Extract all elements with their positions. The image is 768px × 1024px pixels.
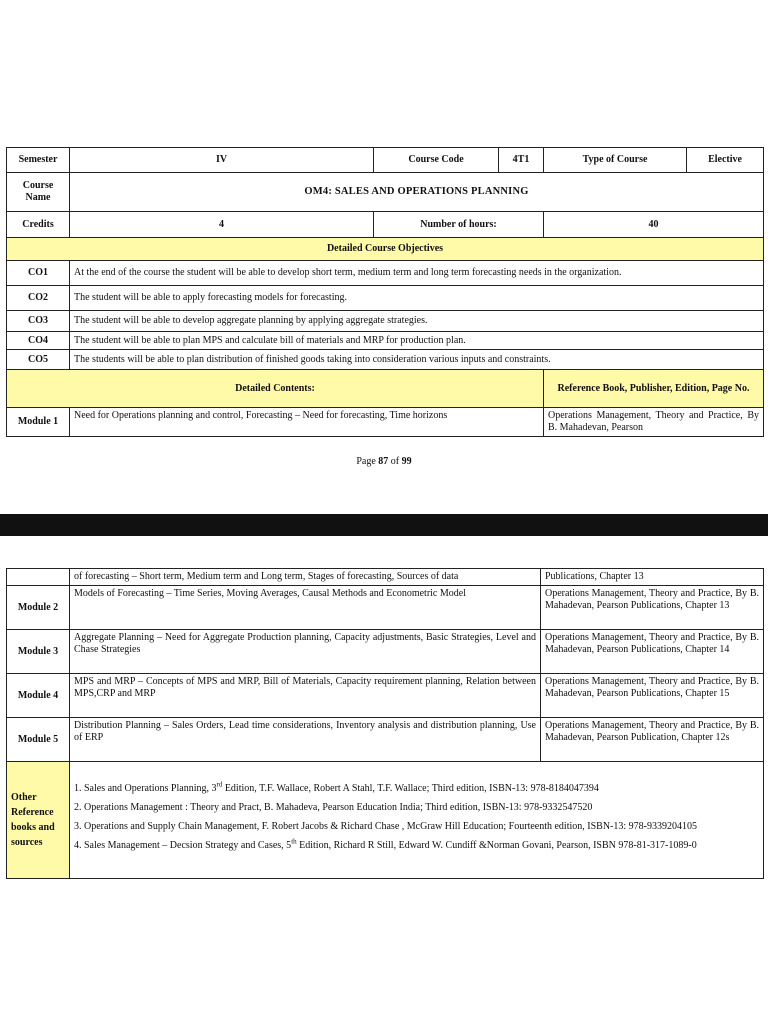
module-label: Module 3 [7, 630, 70, 674]
objective-text: The student will be able to develop aggregate planning by applying aggregate strategies. [70, 311, 764, 332]
module-reference: Operations Management, Theory and Practice, By B. Mahadevan, Pearson Publications, Chapter 14 [541, 630, 764, 674]
objective-text: The student will be able to plan MPS and calculate bill of materials and MRP for production plan. [70, 332, 764, 350]
page-number [0, 456, 768, 467]
reference-4-sup: th [291, 837, 297, 846]
module-label-empty [7, 569, 70, 586]
objectives-heading: Detailed Course Objectives [7, 238, 764, 261]
objective-code: CO3 [7, 311, 70, 332]
type-of-course-label: Type of Course [544, 148, 687, 173]
reference-item [74, 780, 759, 795]
module-row [7, 408, 764, 437]
course-code-label: Course Code [374, 148, 499, 173]
reference-4-post: Edition, Richard R Still, Edward W. Cundiff &Norman Govani, Pearson, ISBN 978-81-317-1089-0 [296, 840, 697, 851]
reference-1-sup: rd [216, 780, 223, 789]
objective-row [7, 261, 764, 286]
references-label: Other Reference books and sources [7, 762, 70, 879]
objective-row [7, 350, 764, 370]
objective-row [7, 311, 764, 332]
module-row [7, 630, 764, 674]
page-number-current: 87 [378, 456, 389, 467]
credits-row [7, 212, 764, 238]
module-text: Distribution Planning – Sales Orders, Lead time considerations, Inventory analysis and distribution planning, Use of ERP [70, 718, 541, 762]
credits-label: Credits [7, 212, 70, 238]
course-name-row [7, 173, 764, 212]
module-text: Aggregate Planning – Need for Aggregate Production planning, Capacity adjustments, Basic Strategies, Level and Chase Strategies [70, 630, 541, 674]
objective-text: At the end of the course the student will be able to develop short term, medium term and long term forecasting needs in the organization. [70, 261, 764, 286]
page-number-prefix: Page [356, 456, 379, 467]
credits-value: 4 [70, 212, 374, 238]
syllabus-page-87 [6, 147, 763, 437]
course-table-top [6, 147, 764, 437]
course-table-bottom [6, 568, 764, 879]
type-of-course-value: Elective [687, 148, 764, 173]
module-label: Module 5 [7, 718, 70, 762]
objectives-heading-row [7, 238, 764, 261]
course-code-value: 4T1 [499, 148, 544, 173]
module-reference: Operations Management, Theory and Practice, By B. Mahadevan, Pearson Publication, Chapter 12s [541, 718, 764, 762]
objective-text: The student will be able to apply forecasting models for forecasting. [70, 286, 764, 311]
hours-label: Number of hours: [374, 212, 544, 238]
module-label: Module 4 [7, 674, 70, 718]
hours-value: 40 [544, 212, 764, 238]
reference-item: 3. Operations and Supply Chain Management, F. Robert Jacobs & Richard Chase , McGraw Hill Education; Fourteenth edition, ISBN-13: 978-9339204105 [74, 821, 697, 832]
objective-text: The students will be able to plan distribution of finished goods taking into consideration various inputs and constraints. [70, 350, 764, 370]
semester-label: Semester [7, 148, 70, 173]
module-text: of forecasting – Short term, Medium term and Long term, Stages of forecasting, Sources of data [70, 569, 541, 586]
references-list [70, 762, 764, 879]
module-text: MPS and MRP – Concepts of MPS and MRP, Bill of Materials, Capacity requirement planning, Relation between MPS,CRP and MRP [70, 674, 541, 718]
page-separator-band [0, 514, 768, 536]
course-name-value: OM4: SALES AND OPERATIONS PLANNING [70, 173, 764, 212]
module-label: Module 1 [7, 408, 70, 437]
contents-heading-row [7, 370, 764, 408]
module-reference: Publications, Chapter 13 [541, 569, 764, 586]
module-label: Module 2 [7, 586, 70, 630]
course-name-label: Course Name [7, 173, 70, 212]
reference-heading: Reference Book, Publisher, Edition, Page No. [544, 370, 764, 408]
objective-code: CO5 [7, 350, 70, 370]
reference-4-pre: 4. Sales Management – Decsion Strategy and Cases, 5 [74, 840, 292, 851]
module-text: Need for Operations planning and control, Forecasting – Need for forecasting, Time horizons [70, 408, 544, 437]
page-number-total: 99 [401, 456, 412, 467]
objective-row [7, 286, 764, 311]
module-row [7, 586, 764, 630]
semester-value: IV [70, 148, 374, 173]
contents-heading: Detailed Contents: [7, 370, 544, 408]
semester-row [7, 148, 764, 173]
reference-1-post: Edition, T.F. Wallace, Robert A Stahl, T.F. Wallace; Third edition, ISBN-13: 978-8184047394 [222, 783, 599, 794]
module-reference: Operations Management, Theory and Practice, By B. Mahadevan, Pearson [544, 408, 764, 437]
module-reference: Operations Management, Theory and Practice, By B. Mahadevan, Pearson Publications, Chapter 15 [541, 674, 764, 718]
syllabus-page-88 [6, 568, 763, 879]
objective-code: CO4 [7, 332, 70, 350]
references-row [7, 762, 764, 879]
objective-row [7, 332, 764, 350]
page-number-middle: of [388, 456, 402, 467]
reference-1-pre: 1. Sales and Operations Planning, 3 [74, 783, 217, 794]
reference-item [74, 837, 759, 852]
objective-code: CO2 [7, 286, 70, 311]
module-continuation-row [7, 569, 764, 586]
module-row [7, 674, 764, 718]
module-reference: Operations Management, Theory and Practice, By B. Mahadevan, Pearson Publications, Chapter 13 [541, 586, 764, 630]
objective-code: CO1 [7, 261, 70, 286]
module-text: Models of Forecasting – Time Series, Moving Averages, Causal Methods and Econometric Model [70, 586, 541, 630]
reference-item: 2. Operations Management : Theory and Pract, B. Mahadeva, Pearson Education India; Third edition, ISBN-13: 978-9332547520 [74, 802, 593, 813]
module-row [7, 718, 764, 762]
